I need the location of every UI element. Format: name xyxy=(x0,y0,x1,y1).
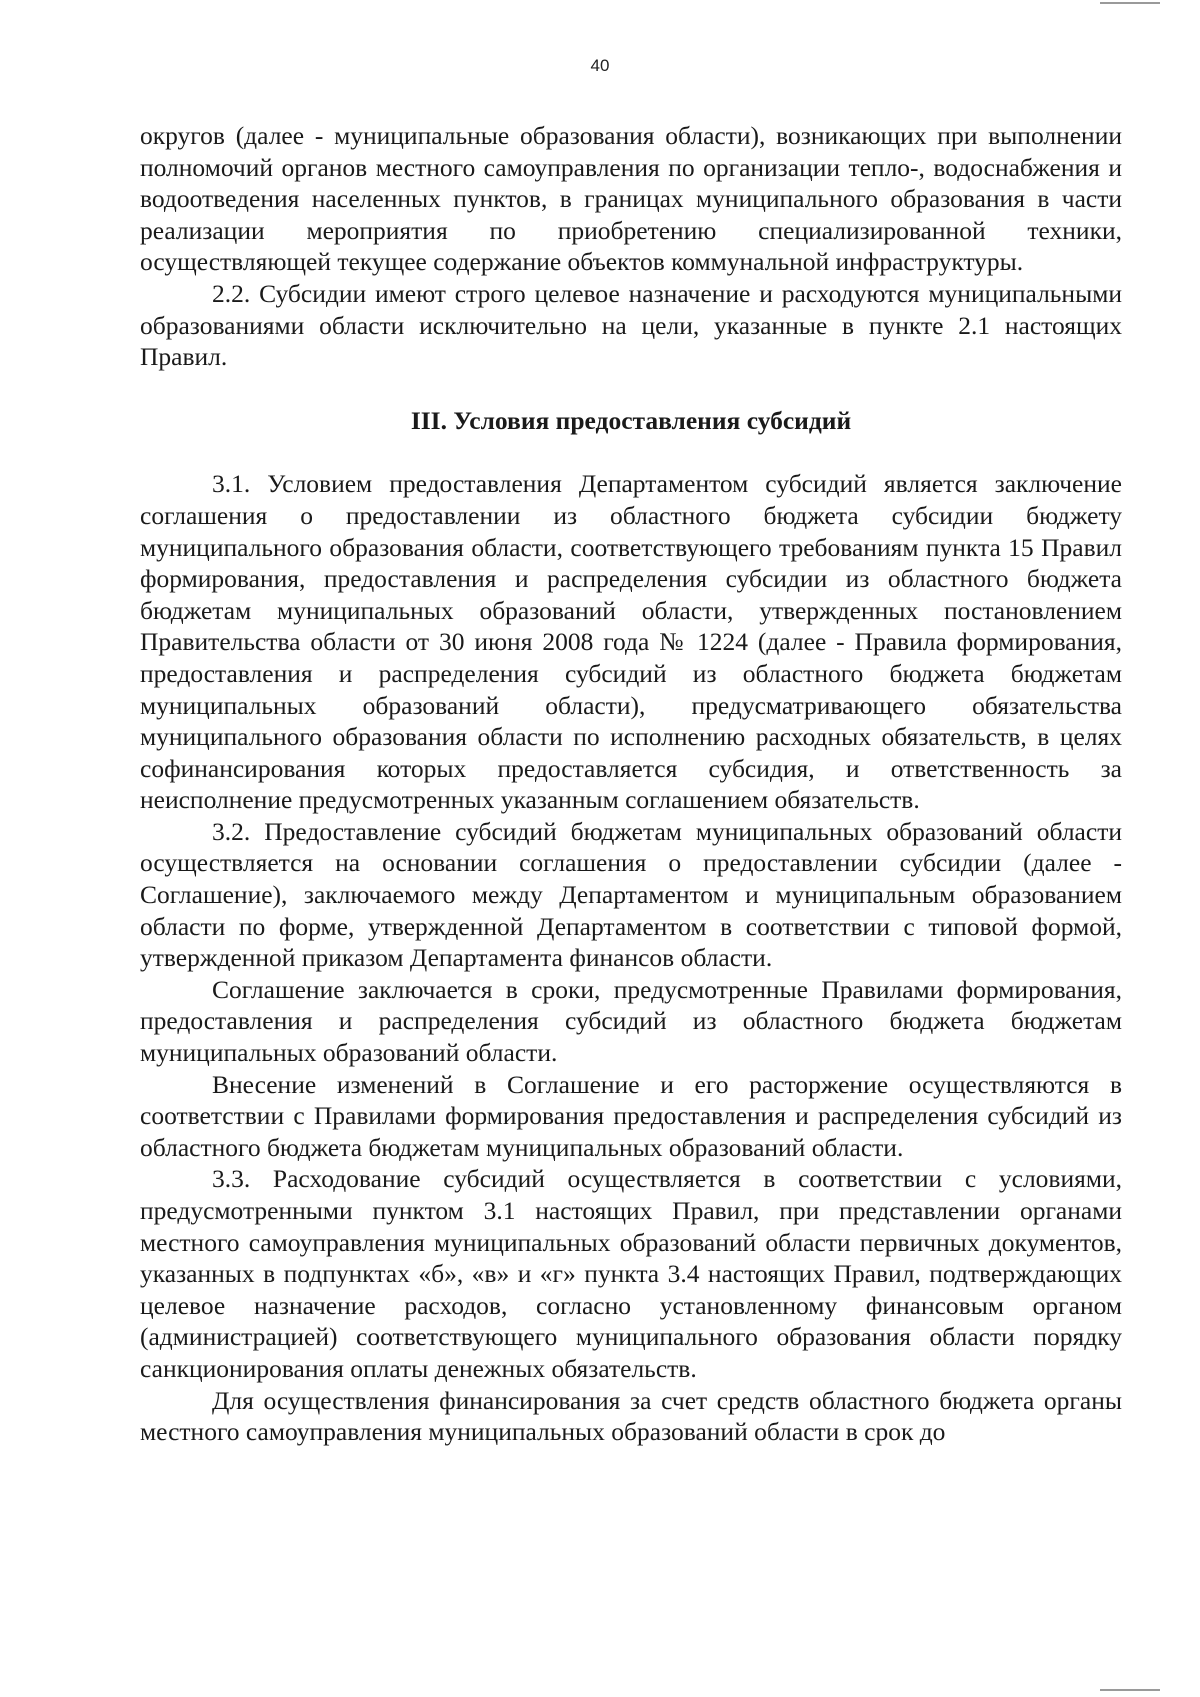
paragraph-agreement-changes: Внесение изменений в Соглашение и его расторжение осуществляются в соответствии с Правилами формирования предоставления и распределения субсидий из областного бюджета бюджетам муниципальных образований области. xyxy=(140,1069,1122,1162)
paragraph-3-3: 3.3. Расходование субсидий осуществляется в соответствии с условиями, предусмотренными пунктом 3.1 настоящих Правил, при представлении органами местного самоуправления муниципальных образований области первичных документов, указанных в подпунктах «б», «в» и «г» пункта 3.4 настоящих Правил, подтверждающих целевое назначение расходов, согласно установленному финансовым органом (администрацией) соответствующего муниципального образования области порядку санкционирования оплаты денежных обязательств. xyxy=(140,1164,1122,1383)
paragraph-2-2: 2.2. Субсидии имеют строго целевое назначение и расходуются муниципальными образованиями области исключительно на цели, указанные в пункте 2.1 настоящих Правил. xyxy=(140,278,1122,372)
paragraph-agreement-terms: Соглашение заключается в сроки, предусмотренные Правилами формирования, предоставления и распределения субсидий из областного бюджета бюджетам муниципальных образований области. xyxy=(140,974,1122,1068)
page-number: 40 xyxy=(590,56,610,75)
paragraph-financing: Для осуществления финансирования за счет средств областного бюджета органы местного самоуправления муниципальных образований области в срок до xyxy=(140,1385,1122,1447)
scan-edge-mark xyxy=(1100,1689,1160,1691)
paragraph-continuation: округов (далее - муниципальные образования области), возникающих при выполнении полномочий органов местного самоуправления по организации тепло-, водоснабжения и водоотведения населенных пунктов, в границах муниципального образования в части реализации мероприятия по приобретению специализированной техники, осуществляющей текущее содержание объектов коммунальной инфраструктуры. xyxy=(140,121,1122,277)
paragraph-3-2: 3.2. Предоставление субсидий бюджетам муниципальных образований области осуществляется на основании соглашения о предоставлении субсидии (далее - Соглашение), заключаемого между Департаментом и муниципальным образованием области по форме, утвержденной Департаментом в соответствии с типовой формой, утвержденной приказом Департамента финансов области. xyxy=(140,816,1122,973)
section-heading: III. Условия предоставления субсидий xyxy=(410,405,852,435)
scan-edge-mark xyxy=(1100,2,1160,4)
paragraph-3-1: 3.1. Условием предоставления Департаментом субсидий является заключение соглашения о предоставлении из областного бюджета субсидии бюджету муниципального образования области, соответствующего требованиям пункта 15 Правил формирования, предоставления и распределения субсидии из областного бюджета бюджетам муниципальных образований области, утвержденных постановлением Правительства области от 30 июня 2008 года № 1224 (далее - Правила формирования, предоставления и распределения субсидий из областного бюджета бюджетам муниципальных образований области), предусматривающего обязательства муниципального образования области по исполнению расходных обязательств, в целях софинансирования которых предоставляется субсидия, и ответственность за неисполнение предусмотренных указанным соглашением обязательств. xyxy=(140,469,1122,815)
document-body xyxy=(140,120,1122,1448)
